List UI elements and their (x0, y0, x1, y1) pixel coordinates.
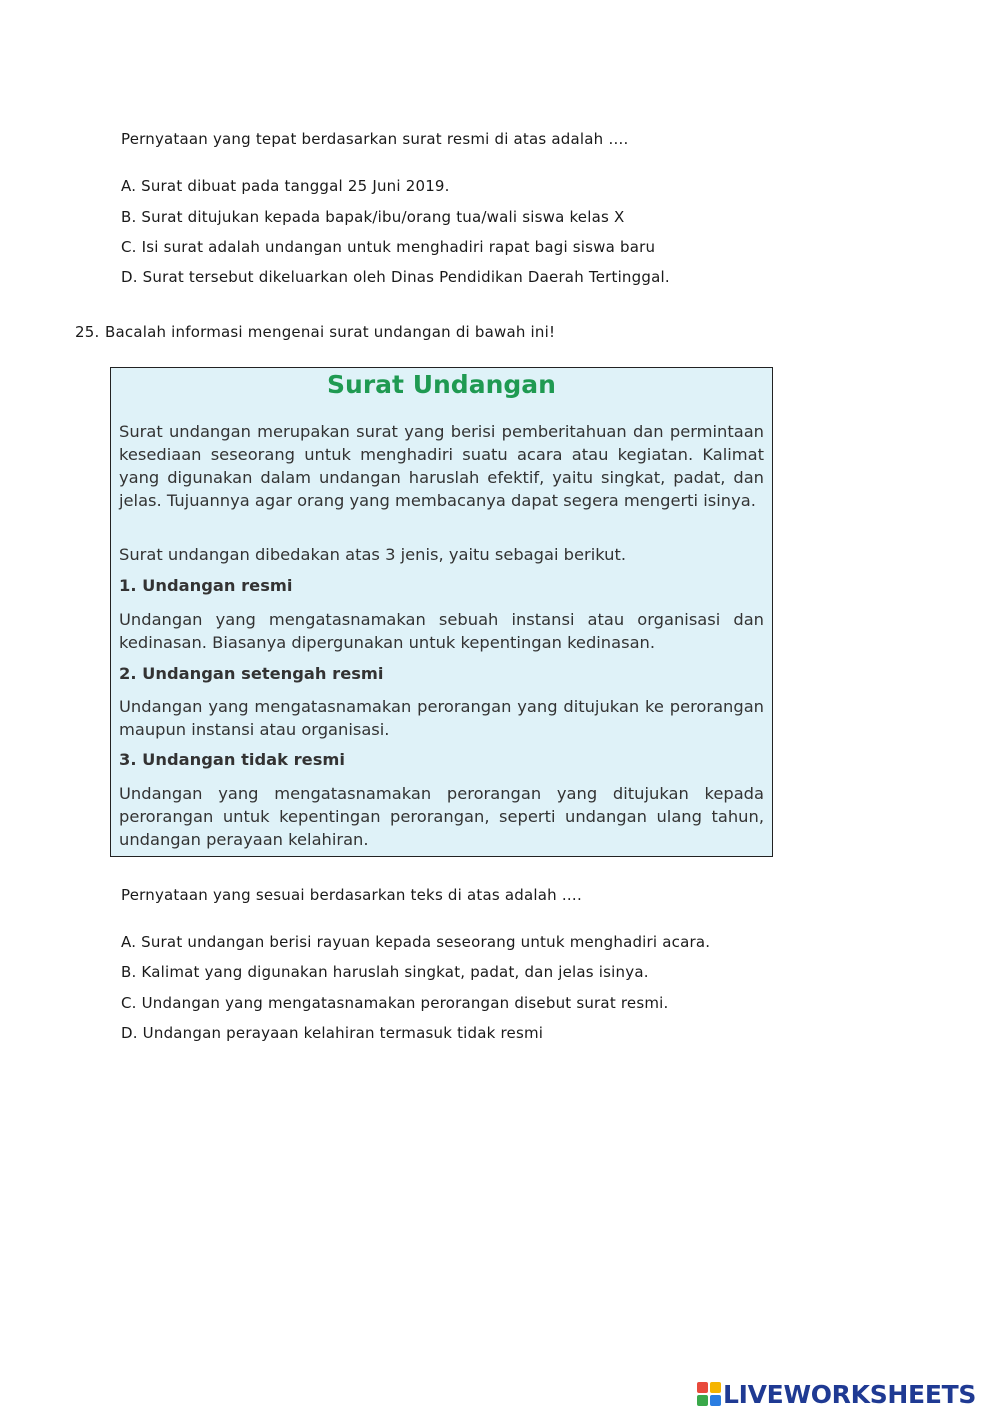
question-25-option-c[interactable]: C. Undangan yang mengatasnamakan perorangan disebut surat resmi. (121, 994, 669, 1012)
liveworksheets-logo-icon (697, 1382, 721, 1406)
liveworksheets-logo-text: LIVEWORKSHEETS (723, 1379, 977, 1409)
info-box-type-2-text: Undangan yang mengatasnamakan perorangan yang ditujukan ke perorangan maupun instansi atau organisasi. (119, 697, 764, 739)
info-box-intro: Surat undangan merupakan surat yang berisi pemberitahuan dan permintaan kesediaan seseorang untuk menghadiri suatu acara atau kegiatan. Kalimat yang digunakan dalam undangan haruslah efektif, yaitu singkat, padat, dan jelas. Tujuannya agar orang yang membacanya dapat segera mengerti isinya. (119, 422, 764, 510)
info-box-title: Surat Undangan (327, 370, 556, 399)
question-24-option-d[interactable]: D. Surat tersebut dikeluarkan oleh Dinas Pendidikan Daerah Tertinggal. (121, 268, 670, 286)
question-25-option-a[interactable]: A. Surat undangan berisi rayuan kepada seseorang untuk menghadiri acara. (121, 933, 711, 951)
question-25-option-b[interactable]: B. Kalimat yang digunakan haruslah singkat, padat, dan jelas isinya. (121, 963, 649, 981)
info-box-type-2-heading: 2. Undangan setengah resmi (119, 664, 384, 683)
surat-undangan-info-box (110, 367, 773, 857)
question-24-prompt: Pernyataan yang tepat berdasarkan surat resmi di atas adalah …. (121, 130, 629, 148)
question-25-number: 25. (75, 323, 100, 341)
question-24-option-b[interactable]: B. Surat ditujukan kepada bapak/ibu/orang tua/wali siswa kelas X (121, 208, 625, 226)
info-box-type-1-heading: 1. Undangan resmi (119, 576, 293, 595)
question-25-prompt: Pernyataan yang sesuai berdasarkan teks di atas adalah …. (121, 886, 582, 904)
question-25-option-d[interactable]: D. Undangan perayaan kelahiran termasuk tidak resmi (121, 1024, 544, 1042)
liveworksheets-logo (697, 1380, 976, 1408)
question-24-option-a[interactable]: A. Surat dibuat pada tanggal 25 Juni 2019. (121, 177, 450, 195)
info-box-types-intro: Surat undangan dibedakan atas 3 jenis, yaitu sebagai berikut. (119, 545, 627, 564)
info-box-type-1-text: Undangan yang mengatasnamakan sebuah instansi atau organisasi dan kedinasan. Biasanya dipergunakan untuk kepentingan kedinasan. (119, 610, 764, 652)
info-box-type-3-heading: 3. Undangan tidak resmi (119, 750, 345, 769)
question-25-instruction: Bacalah informasi mengenai surat undangan di bawah ini! (105, 323, 556, 341)
info-box-type-3-text: Undangan yang mengatasnamakan perorangan yang ditujukan kepada perorangan untuk kepentingan perorangan, seperti undangan ulang tahun, undangan perayaan kelahiran. (119, 784, 764, 849)
question-24-option-c[interactable]: C. Isi surat adalah undangan untuk menghadiri rapat bagi siswa baru (121, 238, 656, 256)
